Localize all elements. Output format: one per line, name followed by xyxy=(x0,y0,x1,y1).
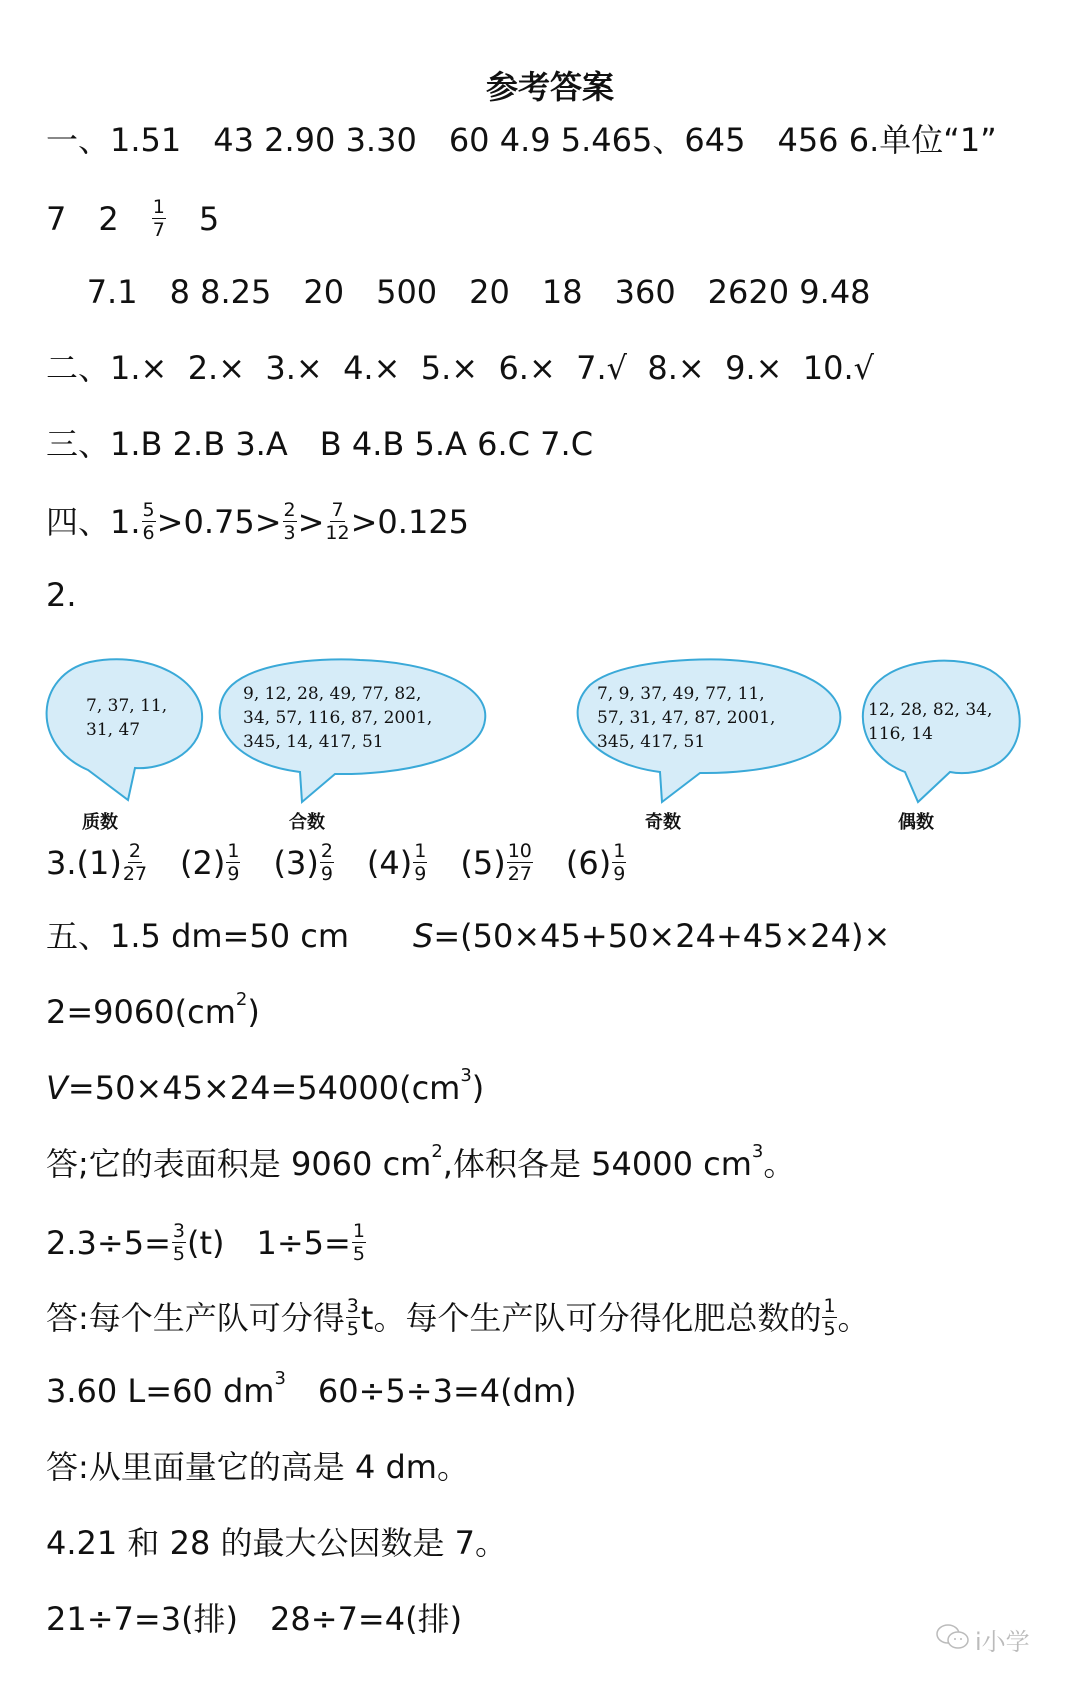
text-segment: 二、1.× 2.× 3.× 4.× 5.× 6.× 7.√ 8.× 9.× 10.√ xyxy=(46,349,875,387)
numerator: 1 xyxy=(613,840,626,862)
fraction xyxy=(352,1220,366,1265)
text-segment: t。每个生产队可分得化肥总数的 xyxy=(360,1298,822,1337)
answer-line xyxy=(46,272,871,312)
denominator: 9 xyxy=(414,863,427,885)
text-segment: ) xyxy=(471,1069,485,1107)
answer-line xyxy=(46,1599,462,1639)
fraction xyxy=(283,499,297,544)
denominator: 9 xyxy=(613,863,626,885)
numerator: 1 xyxy=(414,840,427,862)
text-segment: (2) xyxy=(148,843,226,882)
denominator: 5 xyxy=(823,1318,836,1340)
superscript: 3 xyxy=(751,1141,764,1162)
text-segment: 60÷5÷3=4(dm) xyxy=(285,1372,577,1410)
answer-line xyxy=(46,1220,367,1265)
fraction xyxy=(346,1295,360,1340)
numerator: 1 xyxy=(227,840,240,862)
text-segment: (t) 1÷5= xyxy=(186,1223,351,1262)
superscript: 2 xyxy=(235,989,248,1010)
denominator: 3 xyxy=(283,522,296,544)
text-segment: =(50×45+50×24+45×24)× xyxy=(433,917,891,955)
text-segment: 一、1.51 43 2.90 3.30 60 4.9 5.465、645 456 6.单位“1” xyxy=(46,121,997,159)
text-segment: 2.3÷5= xyxy=(46,1223,171,1262)
text-segment: >0.125 xyxy=(350,502,470,541)
denominator: 7 xyxy=(152,219,165,241)
numerator: 7 xyxy=(331,499,344,521)
text-segment: >0.75> xyxy=(156,502,282,541)
answer-line xyxy=(46,196,219,241)
bubble-prime-text: 7, 37, 11, 31, 47 xyxy=(86,696,168,740)
answer-line xyxy=(46,120,997,160)
answer-line xyxy=(46,1065,485,1108)
text-segment: ) xyxy=(247,993,260,1031)
text-segment: =50×45×24=54000(cm xyxy=(67,1069,461,1107)
text-segment: ,体积各是 54000 cm xyxy=(442,1145,752,1183)
answer-line xyxy=(46,1523,507,1563)
text-segment: 3.(1) xyxy=(46,843,122,882)
denominator: 9 xyxy=(320,863,333,885)
text-segment: 2=9060(cm xyxy=(46,993,236,1031)
denominator: 12 xyxy=(325,522,350,544)
text-segment: (6) xyxy=(533,843,612,882)
numerator: 1 xyxy=(823,1295,836,1317)
answer-line xyxy=(46,575,77,615)
text-segment: 答:每个生产队可分得 xyxy=(46,1298,345,1337)
fraction xyxy=(822,1295,836,1340)
text-segment: 三、1.B 2.B 3.A B 4.B 5.A 6.C 7.C xyxy=(46,425,594,463)
text-segment: 7.1 8 8.25 20 500 20 18 360 2620 9.48 xyxy=(46,273,871,311)
number-classification-bubbles xyxy=(0,650,1080,850)
answer-line xyxy=(46,1447,469,1487)
superscript: 3 xyxy=(460,1065,472,1086)
answer-line xyxy=(46,424,593,464)
variable: V xyxy=(46,1069,68,1107)
answer-line xyxy=(46,1295,870,1340)
fraction xyxy=(152,196,166,241)
wechat-icon xyxy=(935,1623,971,1657)
text-segment: (3) xyxy=(241,843,319,882)
numerator: 2 xyxy=(320,840,333,862)
answer-line xyxy=(46,499,469,544)
page-title: 参考答案 xyxy=(485,68,614,106)
fraction xyxy=(172,1220,186,1265)
variable: S xyxy=(413,917,434,955)
label-prime: 质数 xyxy=(82,812,118,833)
label-even: 偶数 xyxy=(898,812,934,833)
superscript: 3 xyxy=(274,1368,286,1389)
bubble-composite-text: 9, 12, 28, 49, 77, 82, 34, 57, 116, 87, 2001, 345, 14, 417, 51 xyxy=(243,684,433,752)
label-composite: 合数 xyxy=(289,812,325,833)
answer-line xyxy=(46,916,890,956)
text-segment: 7 2 xyxy=(46,199,151,238)
denominator: 9 xyxy=(227,863,240,885)
denominator: 27 xyxy=(122,863,148,885)
watermark-text: i小学 xyxy=(975,1628,1030,1656)
superscript: 2 xyxy=(431,1141,443,1162)
answer-line xyxy=(46,989,260,1032)
answer-line xyxy=(46,1368,577,1411)
numerator: 2 xyxy=(283,499,296,521)
text-segment: 四、1. xyxy=(46,502,141,541)
fraction xyxy=(325,499,349,544)
text-segment: 2. xyxy=(46,576,77,614)
numerator: 10 xyxy=(507,840,532,862)
numerator: 2 xyxy=(128,840,141,862)
text-segment: 5 xyxy=(166,199,220,238)
text-segment: (4) xyxy=(334,843,413,882)
denominator: 27 xyxy=(507,863,532,885)
text-segment: 3.60 L=60 dm xyxy=(46,1372,275,1410)
bubble-even-text: 12, 28, 82, 34, 116, 14 xyxy=(868,700,993,744)
numerator: 1 xyxy=(152,196,165,218)
text-segment: 4.21 和 28 的最大公因数是 7。 xyxy=(46,1524,508,1562)
numerator: 5 xyxy=(142,499,155,521)
denominator: 5 xyxy=(352,1243,365,1265)
text-segment: 答;它的表面积是 9060 cm xyxy=(46,1145,432,1183)
text-segment: (5) xyxy=(428,843,506,882)
denominator: 6 xyxy=(142,522,155,544)
text-segment: 答:从里面量它的高是 4 dm。 xyxy=(46,1448,469,1486)
answer-line xyxy=(46,348,874,388)
numerator: 1 xyxy=(352,1220,365,1242)
watermark xyxy=(935,1622,1030,1657)
bubble-odd-text: 7, 9, 37, 49, 77, 11, 57, 31, 47, 87, 2001, 345, 417, 51 xyxy=(597,684,776,752)
answer-line xyxy=(46,1141,796,1184)
numerator: 3 xyxy=(172,1220,185,1242)
text-segment: 。 xyxy=(837,1298,870,1337)
fraction xyxy=(142,499,156,544)
text-segment: 五、1.5 dm=50 cm xyxy=(46,917,414,955)
text-segment: > xyxy=(297,502,325,541)
denominator: 5 xyxy=(172,1243,185,1265)
text-segment: 。 xyxy=(763,1145,796,1183)
text-segment: 21÷7=3(排) 28÷7=4(排) xyxy=(46,1600,463,1638)
denominator: 5 xyxy=(346,1318,359,1340)
numerator: 3 xyxy=(346,1295,359,1317)
label-odd: 奇数 xyxy=(645,812,681,833)
